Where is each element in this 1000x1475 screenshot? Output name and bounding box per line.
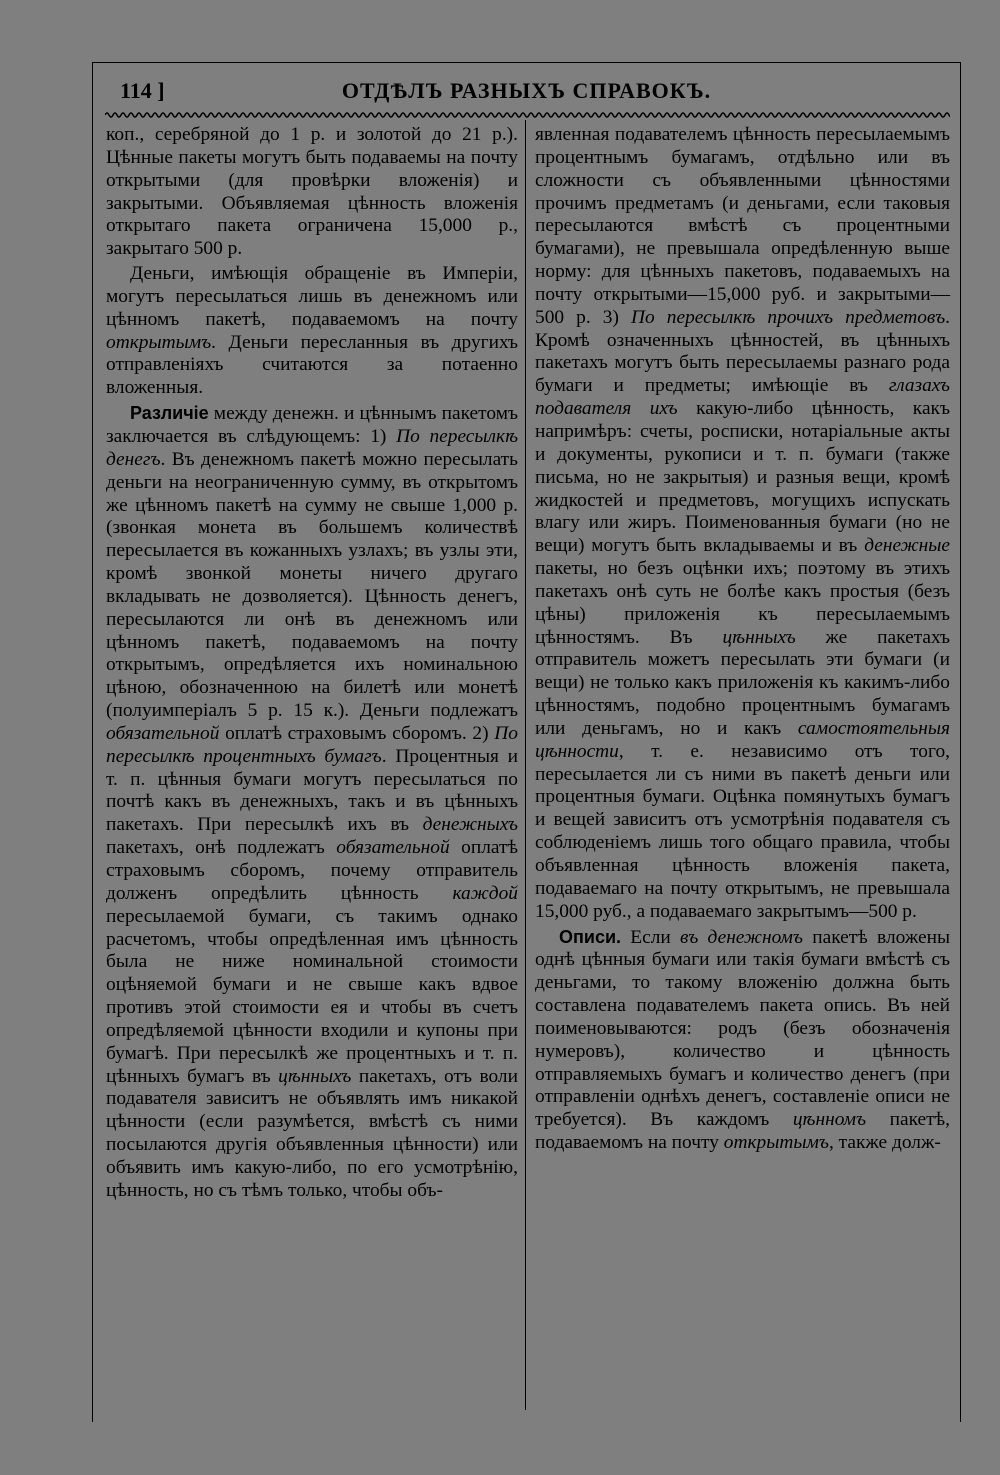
text: между денежн. и цѣннымъ пакетомъ заключается въ слѣдующемъ: 1) xyxy=(106,403,518,447)
running-title: ОТДѢЛЪ РАЗНЫХЪ СПРАВОКЪ. xyxy=(341,78,712,103)
paragraph xyxy=(106,263,518,400)
italic-text: По пересылкѣ прочихъ предметовъ xyxy=(631,306,946,328)
italic-text: каждой xyxy=(452,882,518,904)
italic-text: самостоятельныя цѣнности xyxy=(535,717,950,762)
text: . Процентныя и т. п. цѣнныя бумаги могутъ пересылаться по почтѣ какъ въ денежныхъ, такъ и въ цѣнныхъ пакетахъ. При пересылкѣ ихъ въ xyxy=(106,745,518,836)
italic-text: денежныхъ xyxy=(422,814,518,836)
text: пакетѣ вложены однѣ цѣнныя бумаги или такія бумаги вмѣстѣ съ деньгами, то такому вложенію должна быть составлена подавателемъ пакета опись. Въ ней поименовываются: родъ (безъ обозначенія нумеровъ), количество и цѣнность отправляемыхъ бумагъ и количество денегъ (при отправленіи однѣхъ денегъ, составленіе описи не требуется). Въ каждомъ xyxy=(535,926,950,1131)
wavy-rule xyxy=(105,108,950,122)
italic-text: По пересылкѣ процентныхъ бумагъ xyxy=(106,722,518,767)
text: оплатѣ страховымъ сборомъ. 2) xyxy=(219,722,495,744)
text: какую-либо цѣнность, какъ напримѣръ: счеты, росписки, нотаріальные акты и документы, рукописи и т. п. бумаги (также письма, но не закрытыя) и разныя вещи, кромѣ жидкостей и предметовъ, могущихъ испускать влагу или жиръ. Поименованныя бумаги (но не вещи) могутъ быть вкладываемы и въ xyxy=(535,398,950,557)
italic-text: глазахъ подавателя ихъ xyxy=(535,375,950,420)
paragraph xyxy=(535,124,950,924)
text: пакетахъ, отъ воли подавателя зависитъ не объявлять имъ никакой цѣнности (если разумѣется, вмѣстѣ съ ними посылаются другія объявленныя цѣнности) или объявить имъ какую-либо, по его усмотрѣнію, цѣнность, но съ тѣмъ только, чтобы объ- xyxy=(106,1065,518,1201)
italic-text: цѣнномъ xyxy=(792,1109,867,1131)
italic-text: обязательной xyxy=(336,837,450,859)
italic-text: По пересылкѣ денегъ xyxy=(106,425,519,470)
text: коп., серебряной до 1 р. и золотой до 21 р.). Цѣнные пакеты могутъ быть подаваемы на почту открытыми (для провѣрки вложенія) и закрытыми. Объявляемая цѣнность вложенія открытаго пакета ограничена 15,000 р., закрытаго 500 р. xyxy=(106,124,518,260)
paragraph xyxy=(535,926,950,1155)
text: пакетѣ, подаваемомъ на почту xyxy=(535,1109,950,1154)
column-divider xyxy=(525,120,526,1410)
paragraph xyxy=(106,402,518,1203)
text: Если xyxy=(621,926,681,948)
italic-text: въ денежномъ xyxy=(680,926,803,948)
italic-text: открытымъ xyxy=(723,1132,829,1154)
section-heading: Описи. xyxy=(559,926,622,947)
text: , также долж- xyxy=(828,1132,941,1154)
text: . Въ денежномъ пакетѣ можно пересылать деньги на неограниченную сумму, въ открытомъ же цѣнномъ пакетѣ на сумму не свыше 1,000 р. (звонкая монета въ большемъ количествѣ пересылается въ кожанныхъ узлахъ; въ узлы эти, кромѣ звонкой монеты ничего другаго вкладывать не дозволяется). Цѣнность денегъ, пересылаются ли онѣ въ денежномъ или цѣнномъ пакетѣ, подаваемомъ на почту открытымъ, опредѣляется ихъ номинальною цѣною, обозначенною на билетѣ или монетѣ (полуимперіалъ 5 р. 15 к.). Деньги подлежатъ xyxy=(106,448,518,722)
text: явленная подавателемъ цѣнность пересылаемымъ процентнымъ бумагамъ, отдѣльно или въ сложности съ объявленными цѣнностями прочимъ предметамъ (и деньгами, если таковыя пересылаются вмѣстѣ съ процентными бумагами), не превышала опредѣленную выше норму: для цѣнныхъ пакетовъ, подаваемыхъ на почту открытыми—15,000 руб. и закрытыми—500 р. 3) xyxy=(535,124,950,328)
page-number: 114 ] xyxy=(120,78,165,103)
text: же пакетахъ отправитель можетъ пересылать эти бумаги (и вещи) не только какъ приложенія къ какимъ-либо цѣнностямъ, подобно процентнымъ бумагамъ или деньгамъ, но и какъ xyxy=(535,626,950,739)
italic-text: цѣнныхъ xyxy=(278,1065,352,1087)
section-heading: Различіе xyxy=(130,403,209,424)
right-column xyxy=(535,124,950,1155)
text: пересылаемой бумаги, съ такимъ однако расчетомъ, чтобы опредѣленная имъ цѣнность была не ниже номинальной стоимости оцѣняемой бумаги и не свыше какъ вдвое противъ этой стоимости ея и чтобы въ счетъ опредѣляемой цѣнности входили и купоны при бумагѣ. При пересылкѣ же процентныхъ и т. п. цѣнныхъ бумагъ въ xyxy=(106,905,518,1087)
italic-text: денежные xyxy=(864,535,950,557)
text: , т. е. независимо отъ того, пересылается ли съ ними въ пакетѣ деньги или процентныя бумаги. Оцѣнка помянутыхъ бумагъ и вещей зависитъ отъ усмотрѣнія подавателя съ соблюденіемъ лишь того общаго правила, чтобы объявленная цѣнность вложенія пакета, подаваемаго на почту открытымъ, не превышала 15,000 руб., а подаваемаго закрытымъ—500 р. xyxy=(535,740,950,922)
italic-text: цѣнныхъ xyxy=(722,626,796,648)
text: . Деньги пересланныя въ другихъ отправленіяхъ считаются за потаенно вложенныя. xyxy=(106,331,518,399)
italic-text: обязательной xyxy=(106,722,220,744)
text: пакетахъ, онѣ подлежатъ xyxy=(106,837,337,859)
text: Деньги, имѣющія обращеніе въ Имперіи, могутъ пересылаться лишь въ денежномъ или цѣнномъ пакетѣ, подаваемомъ на почту xyxy=(106,263,518,330)
paragraph xyxy=(106,124,518,261)
text: пакеты, но безъ оцѣнки ихъ; поэтому въ этихъ пакетахъ онѣ суть не болѣе какъ простыя (безъ цѣны) приложенія къ пересылаемымъ цѣнностямъ. Въ xyxy=(535,558,950,648)
text: оплатѣ страховымъ сборомъ, почему отправитель долженъ опредѣлить цѣнность xyxy=(106,837,518,904)
italic-text: открытымъ xyxy=(106,331,212,353)
left-column xyxy=(106,124,518,1203)
text: . Кромѣ означенныхъ цѣнностей, въ цѣнныхъ пакетахъ могутъ быть пересылаемы разнаго рода бумаги и предметы; имѣющіе въ xyxy=(535,306,951,397)
